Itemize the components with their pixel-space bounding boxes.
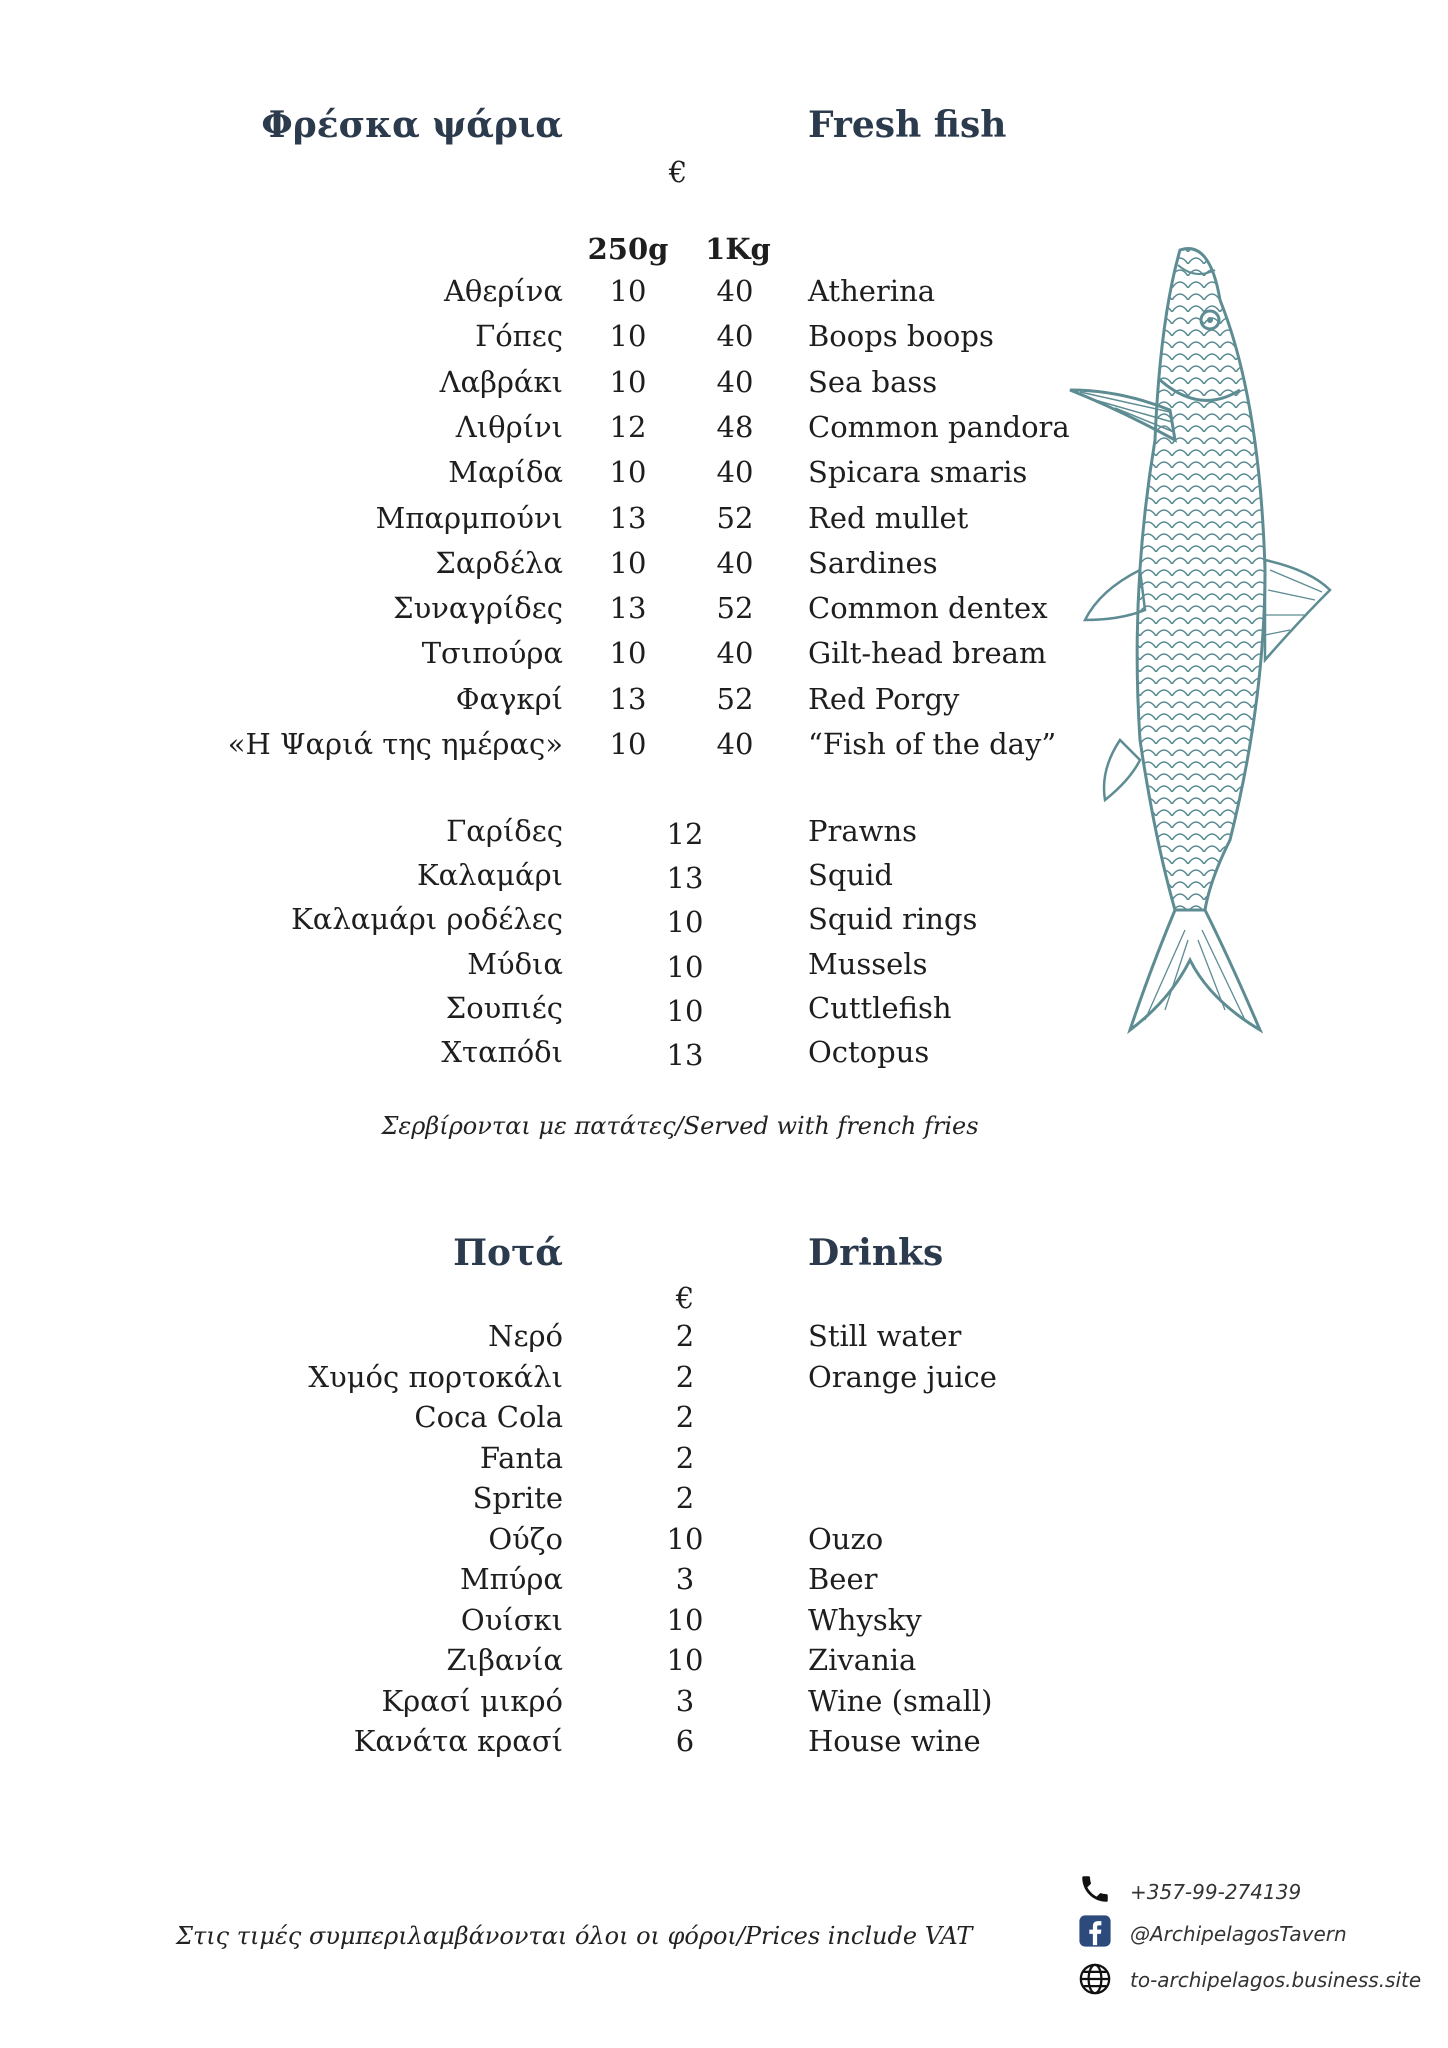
vat-note: Στις τιμές συμπεριλαμβάνονται όλοι οι φόροι/Prices include VAT <box>176 1922 973 1950</box>
fish-name-english: Gilt-head bream <box>808 636 1047 671</box>
fish-price-250g: 10 <box>609 274 647 308</box>
facebook-handle[interactable]: @ArchipelagosTavern <box>1130 1922 1347 1946</box>
globe-icon <box>1078 1962 1112 1996</box>
fish-price-1kg: 40 <box>716 274 754 308</box>
fish-price-1kg: 40 <box>716 545 754 580</box>
seafood-name-english: Prawns <box>808 814 918 848</box>
fish-price-250g: 10 <box>609 636 647 671</box>
facebook-icon <box>1078 1914 1112 1948</box>
fish-price-250g: 13 <box>609 500 647 535</box>
fish-name-greek: Λαβράκι <box>439 364 563 399</box>
drink-name-greek: Κρασί μικρό <box>381 1683 563 1718</box>
drink-name-greek: Sprite <box>472 1481 563 1515</box>
drinks-title-english: Drinks <box>808 1232 944 1274</box>
fish-name-english: Atherina <box>808 274 936 308</box>
fish-title-greek: Φρέσκα ψάρια <box>261 104 563 146</box>
fish-name-greek: Φαγκρί <box>455 681 563 716</box>
seafood-price: 13 <box>666 861 704 896</box>
drink-name-greek: Κανάτα κρασί <box>353 1724 563 1758</box>
drink-name-greek: Ζιβανία <box>446 1643 563 1677</box>
seafood-price: 12 <box>666 817 704 851</box>
drink-price: 6 <box>675 1724 695 1758</box>
col-header-250g: 250g <box>587 232 669 266</box>
fish-name-english: Sardines <box>808 545 938 580</box>
drinks-title-greek: Ποτά <box>453 1232 563 1274</box>
fish-price-1kg: 52 <box>716 500 754 535</box>
fish-price-1kg: 40 <box>716 636 754 671</box>
drink-price: 2 <box>675 1481 695 1515</box>
fish-name-english: Spicara smaris <box>808 455 1028 490</box>
drink-name-greek: Coca Cola <box>414 1400 563 1434</box>
fish-name-english: Boops boops <box>808 319 994 354</box>
seafood-name-greek: Χταπόδι <box>441 1035 563 1069</box>
seafood-name-greek: Καλαμάρι ροδέλες <box>291 902 563 937</box>
fish-price-250g: 13 <box>609 681 647 716</box>
drink-name-english: Still water <box>808 1319 962 1353</box>
fish-price-1kg: 40 <box>716 364 754 399</box>
drink-name-greek: Ούζο <box>488 1521 563 1556</box>
fish-title-english: Fresh fish <box>808 104 1007 146</box>
drink-name-english: Wine (small) <box>808 1683 993 1718</box>
seafood-name-greek: Σουπιές <box>445 990 563 1025</box>
seafood-name-english: Octopus <box>808 1035 930 1069</box>
fish-name-english: Common pandora <box>808 409 1070 444</box>
drink-price: 10 <box>666 1602 704 1637</box>
drink-name-english: Whysky <box>808 1602 922 1637</box>
fish-name-english: Common dentex <box>808 591 1048 626</box>
drink-name-greek: Μπύρα <box>459 1562 563 1596</box>
served-with-fries-note: Σερβίρονται με πατάτες/Served with french fries <box>381 1112 979 1140</box>
website-url[interactable]: to-archipelagos.business.site <box>1130 1968 1422 1992</box>
fish-price-250g: 10 <box>609 727 647 761</box>
drink-name-greek: Χυμός πορτοκάλι <box>308 1359 563 1394</box>
fish-name-english: “Fish of the day” <box>808 727 1057 761</box>
fish-price-250g: 10 <box>609 319 647 354</box>
fish-name-english: Red mullet <box>808 500 969 535</box>
fish-name-greek: Τσιπούρα <box>421 636 563 671</box>
drink-price: 2 <box>675 1319 695 1353</box>
phone-number[interactable]: +357-99-274139 <box>1130 1880 1302 1904</box>
fish-price-1kg: 40 <box>716 319 754 354</box>
drink-price: 2 <box>675 1359 695 1394</box>
drink-price: 3 <box>675 1562 695 1596</box>
fish-name-greek: Σαρδέλα <box>435 545 563 580</box>
fish-price-250g: 10 <box>609 545 647 580</box>
drink-name-english: House wine <box>808 1724 981 1758</box>
drink-price: 2 <box>675 1400 695 1434</box>
drink-name-english: Ouzo <box>808 1521 884 1556</box>
fish-illustration <box>1060 240 1340 1040</box>
drink-price: 10 <box>666 1521 704 1556</box>
seafood-name-greek: Καλαμάρι <box>416 858 563 893</box>
seafood-price: 10 <box>666 993 704 1028</box>
drink-name-english: Zivania <box>808 1643 917 1677</box>
fish-name-greek: Μπαρμπούνι <box>375 500 563 535</box>
seafood-name-english: Squid rings <box>808 902 978 937</box>
fish-price-1kg: 40 <box>716 727 754 761</box>
fish-name-english: Sea bass <box>808 364 938 399</box>
drink-price: 10 <box>666 1643 704 1677</box>
seafood-name-greek: Μύδια <box>467 946 563 981</box>
seafood-price: 13 <box>666 1038 704 1072</box>
drink-name-english: Beer <box>808 1562 878 1596</box>
drink-price: 3 <box>675 1683 695 1718</box>
fish-name-english: Red Porgy <box>808 681 960 716</box>
drinks-currency-symbol: € <box>675 1281 695 1315</box>
seafood-price: 10 <box>666 905 704 940</box>
drink-name-greek: Fanta <box>479 1440 563 1475</box>
fish-price-250g: 13 <box>609 591 647 626</box>
fish-price-250g: 10 <box>609 364 647 399</box>
seafood-name-english: Cuttlefish <box>808 990 952 1025</box>
seafood-name-greek: Γαρίδες <box>446 814 563 848</box>
seafood-name-english: Squid <box>808 858 893 893</box>
fish-name-greek: Αθερίνα <box>443 274 563 308</box>
fish-name-greek: Μαρίδα <box>448 455 563 490</box>
fish-name-greek: «Η Ψαριά της ημέρας» <box>227 727 563 761</box>
fish-price-250g: 10 <box>609 455 647 490</box>
fish-name-greek: Γόπες <box>475 319 563 354</box>
seafood-price: 10 <box>666 949 704 984</box>
fish-price-1kg: 40 <box>716 455 754 490</box>
fish-name-greek: Συναγρίδες <box>393 591 563 626</box>
seafood-name-english: Mussels <box>808 946 928 981</box>
phone-icon <box>1078 1872 1112 1906</box>
fish-price-1kg: 52 <box>716 681 754 716</box>
drink-name-english: Orange juice <box>808 1359 997 1394</box>
fish-price-1kg: 52 <box>716 591 754 626</box>
fish-name-greek: Λιθρίνι <box>455 409 563 444</box>
drink-name-greek: Ουίσκι <box>460 1602 563 1637</box>
fish-price-250g: 12 <box>609 409 647 444</box>
fish-price-1kg: 48 <box>716 409 754 444</box>
drink-name-greek: Νερό <box>488 1319 563 1353</box>
col-header-1kg: 1Kg <box>705 232 771 266</box>
fish-currency-symbol: € <box>668 155 688 189</box>
drink-price: 2 <box>675 1440 695 1475</box>
